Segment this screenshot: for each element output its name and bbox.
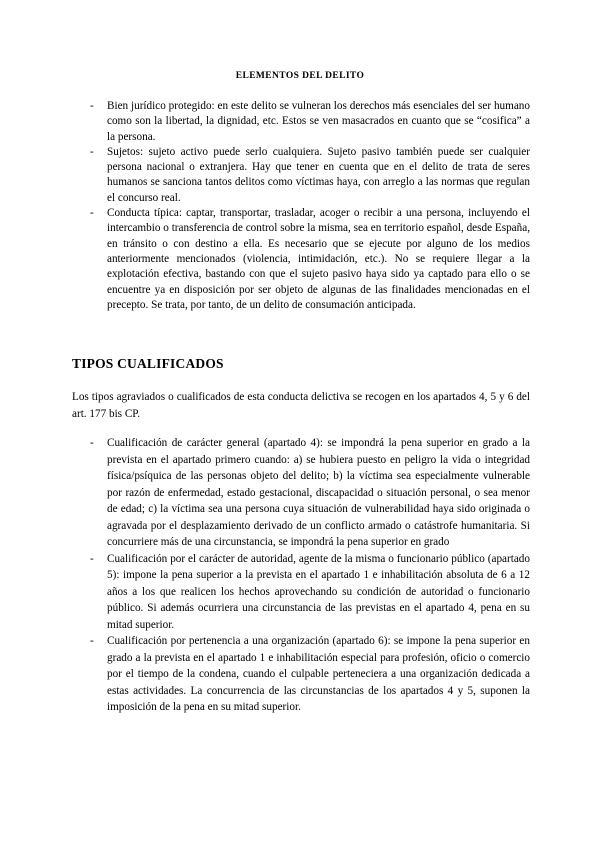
bullet-dash: - <box>90 100 94 112</box>
list-item <box>90 145 530 206</box>
list-item-text: Cualificación de carácter general (apartado 4): se impondrá la pena superior en grado a la prevista en el apartado primero cuando: a) se hubiera puesto en peligro la vida o integridad física/psíquica de las personas objeto del delito; b) la víctima sea especialmente vulnerable por razón de enfermedad, estado gestacional, discapacidad o situación personal, o sea menor de edad; c) la víctima sea una persona cuya situación de vulnerabilidad haya sido originada o agravada por el desplazamiento derivado de un conflicto armado o catástrofe humanitaria. Si concurriere más de una circunstancia, se impondrá la pena superior en grado <box>107 437 530 548</box>
cualificaciones-list <box>0 435 600 716</box>
page-title: ELEMENTOS DEL DELITO <box>235 71 365 81</box>
list-item-text: Conducta típica: captar, transportar, trasladar, acoger o recibir a una persona, incluyendo el intercambio o transferencia de control sobre la misma, sea en territorio español, desde España, en tránsito o con destino a ella. Es necesario que se ejecute por alguno de los medios anteriormente mencionados (violencia, intimidación, etc.). No se requiere llegar a la explotación efectiva, bastando con que el sujeto pasivo haya sido ya captado para ello o se encuentre ya en disposición por ser objeto de algunas de las finalidades mencionadas en el precepto. Se trata, por tanto, de un delito de consumación anticipada. <box>107 207 530 311</box>
list-item <box>90 99 530 145</box>
list-item <box>90 551 530 634</box>
list-item-text: Cualificación por pertenencia a una organización (apartado 6): se impone la pena superior en grado a la prevista en el apartado 1 e inhabilitación especial para profesión, oficio o comercio por el tiempo de la condena, cuando el culpable perteneciera a una organización dedicada a estas actividades. La concurrencia de las circunstancias de los apartados 4 y 5, suponen la imposición de la pena en su mitad superior. <box>107 635 530 713</box>
bullet-dash: - <box>90 145 94 158</box>
intro-paragraph: Los tipos agraviados o cualificados de esta conducta delictiva se recogen en los apartados 4, 5 y 6 del art. 177 bis CP. <box>72 391 530 420</box>
list-item <box>90 435 530 551</box>
elementos-list <box>0 99 600 313</box>
list-item-text: Sujetos: sujeto activo puede serlo cualquiera. Sujeto pasivo también puede ser cualquier persona nacional o extranjera. Hay que tener en cuenta que en el delito de trata de seres humanos se sanciona tantos delitos como víctimas haya, con arreglo a las normas que regulan el concurso real. <box>107 145 530 204</box>
bullet-dash: - <box>90 635 94 647</box>
list-item <box>90 633 530 716</box>
list-item-text: Bien jurídico protegido: en este delito se vulneran los derechos más esenciales del ser humano como son la libertad, la dignidad, etc. Estos se ven masacrados en cuanto que se “cosifica” a la persona. <box>107 100 530 143</box>
section-heading: TIPOS CUALIFICADOS <box>72 356 224 371</box>
bullet-dash: - <box>90 437 94 449</box>
list-item-text: Cualificación por el carácter de autoridad, agente de la misma o funcionario público (apartado 5): impone la pena superior a la prevista en el apartado 1 e inhabilitación absoluta de 6 a 12 años a los que realicen los hechos aprovechando su condición de autoridad o funcionario público. Si además ocurriera una circunstancia de las previstas en el apartado 4, pena en su mitad superior. <box>107 552 530 631</box>
list-item <box>90 206 530 313</box>
bullet-dash: - <box>90 552 94 565</box>
bullet-dash: - <box>90 207 94 220</box>
